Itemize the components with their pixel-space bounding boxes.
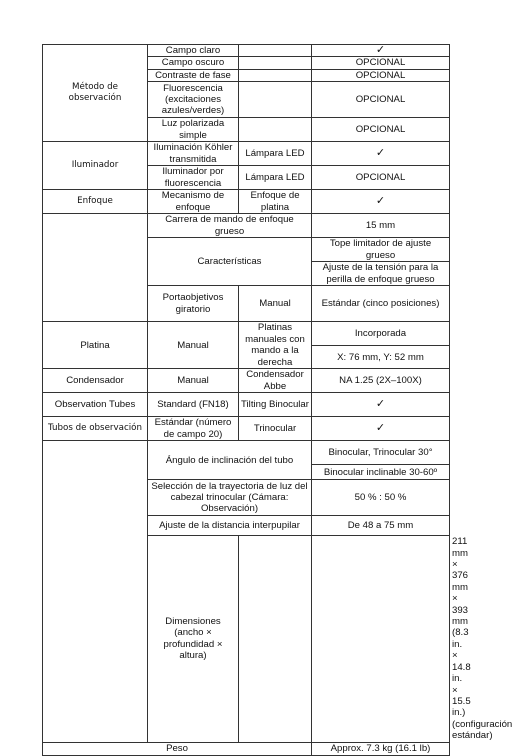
feature-cell: Manual — [148, 322, 239, 369]
table-row — [43, 214, 450, 238]
detail-cell: Platinas manuales con mando a la derecha — [239, 322, 312, 369]
feature-cell: Características — [148, 238, 312, 286]
value-cell: Ajuste de la tensión para la perilla de enfoque grueso — [312, 262, 450, 286]
category-cell: Platina — [43, 322, 148, 369]
table-row — [43, 393, 450, 417]
category-cell: Tubos de observación — [43, 417, 148, 441]
table-row — [43, 322, 450, 346]
value-cell: NA 1.25 (2X–100X) — [312, 369, 450, 393]
table-row — [43, 142, 450, 166]
detail-cell: Trinocular — [239, 417, 312, 441]
value-cell: ✓ — [312, 393, 450, 417]
detail-cell — [239, 118, 312, 142]
value-cell: OPCIONAL — [312, 118, 450, 142]
detail-cell: Enfoque de platina — [239, 190, 312, 214]
feature-cell: Iluminación Köhler transmitida — [148, 142, 239, 166]
category-cell: Observation Tubes — [43, 393, 148, 417]
feature-cell: Peso — [43, 742, 312, 755]
value-cell: Estándar (cinco posiciones) — [312, 286, 450, 322]
table-row — [43, 190, 450, 214]
category-cell: Iluminador — [43, 142, 148, 190]
feature-cell: Luz polarizada simple — [148, 118, 239, 142]
feature-cell: Portaobjetivos giratorio — [148, 286, 239, 322]
category-cell: Método de observación — [43, 45, 148, 142]
table-row — [43, 742, 450, 755]
value-cell: ✓ — [312, 190, 450, 214]
feature-cell — [239, 536, 312, 742]
detail-cell — [239, 82, 312, 118]
feature-cell: Iluminador por fluorescencia — [148, 166, 239, 190]
feature-cell: Campo oscuro — [148, 57, 239, 69]
detail-cell: Lámpara LED — [239, 142, 312, 166]
feature-cell: Selección de la trayectoria de luz del cabezal trinocular (Cámara: Observación) — [148, 480, 312, 516]
value-cell: OPCIONAL — [312, 82, 450, 118]
table-row — [43, 45, 450, 57]
value-cell: De 48 a 75 mm — [312, 516, 450, 536]
table-row — [43, 417, 450, 441]
value-cell: Tope limitador de ajuste grueso — [312, 238, 450, 262]
feature-cell: Fluorescencia (excitaciones azules/verdes) — [148, 82, 239, 118]
spec-table — [42, 44, 512, 756]
category-cell: Dimensiones (ancho × profundidad × altura) — [148, 536, 239, 742]
value-cell: X: 76 mm, Y: 52 mm — [312, 346, 450, 369]
detail-cell — [239, 57, 312, 69]
feature-cell: Campo claro — [148, 45, 239, 57]
detail-cell — [239, 69, 312, 81]
feature-cell: Estándar (número de campo 20) — [148, 417, 239, 441]
value-cell: Approx. 7.3 kg (16.1 lb) — [312, 742, 450, 755]
value-cell: 15 mm — [312, 214, 450, 238]
feature-cell: Standard (FN18) — [148, 393, 239, 417]
value-cell: 50 % : 50 % — [312, 480, 450, 516]
value-cell: ✓ — [312, 45, 450, 57]
feature-cell: Manual — [148, 369, 239, 393]
value-cell: Binocular, Trinocular 30° — [312, 441, 450, 465]
feature-cell: Ajuste de la distancia interpupilar — [148, 516, 312, 536]
value-cell: OPCIONAL — [312, 166, 450, 190]
table-row — [43, 441, 450, 465]
value-cell: Binocular inclinable 30-60º — [312, 465, 450, 480]
detail-cell — [239, 45, 312, 57]
category-cell — [43, 441, 148, 742]
value-cell: OPCIONAL — [312, 69, 450, 81]
value-cell: ✓ — [312, 417, 450, 441]
detail-cell: Manual — [239, 286, 312, 322]
detail-cell: Lámpara LED — [239, 166, 312, 190]
value-cell: OPCIONAL — [312, 57, 450, 69]
category-cell: Enfoque — [43, 190, 148, 214]
table-row — [43, 369, 450, 393]
value-cell: Incorporada — [312, 322, 450, 346]
category-cell — [43, 214, 148, 322]
feature-cell: Mecanismo de enfoque — [148, 190, 239, 214]
detail-cell: Tilting Binocular — [239, 393, 312, 417]
feature-cell: Ángulo de inclinación del tubo — [148, 441, 312, 480]
table-row: Dimensiones (ancho × profundidad × altura) 211 mm × 376 mm × 393 mm (8.3 in. × 14.8 in. × 15.5 in.) (configuración estándar) — [43, 536, 450, 742]
feature-cell: Contraste de fase — [148, 69, 239, 81]
detail-cell: Condensador Abbe — [239, 369, 312, 393]
value-cell: ✓ — [312, 142, 450, 166]
feature-cell: Carrera de mando de enfoque grueso — [148, 214, 312, 238]
category-cell: Condensador — [43, 369, 148, 393]
detail-cell — [312, 536, 450, 742]
